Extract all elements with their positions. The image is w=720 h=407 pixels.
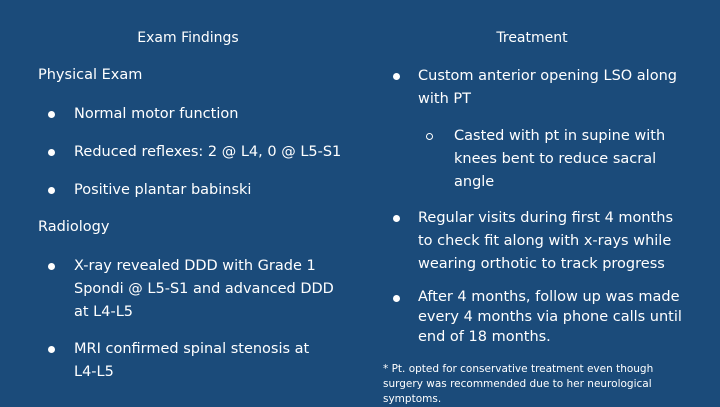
radiology-item: MRI confirmed spinal stenosis at L4-L5 <box>74 341 310 380</box>
physical-exam-item: Positive plantar babinski <box>74 182 252 198</box>
radiology-title: Radiology <box>38 219 110 235</box>
bullet-dot-icon <box>393 295 400 302</box>
physical-exam-title: Physical Exam <box>38 67 143 83</box>
bullet-dot-icon <box>48 187 55 194</box>
treatment-subitem: Casted with pt in supine with knees bent to reduce sacral angle <box>454 128 666 190</box>
treatment-item: After 4 months, follow up was made every 4 months via phone calls until end of 18 months. <box>418 289 682 345</box>
physical-exam-item: Reduced reflexes: 2 @ L4, 0 @ L5-S1 <box>74 144 342 160</box>
bullet-dot-icon <box>393 215 400 222</box>
radiology-item: X-ray revealed DDD with Grade 1 Spondi @ L5-S1 and advanced DDD at L4-L5 <box>74 258 334 320</box>
bullet-dot-icon <box>48 263 55 270</box>
treatment-item: Custom anterior opening LSO along with PT <box>418 68 677 107</box>
bullet-dot-icon <box>48 149 55 156</box>
sub-bullet-circle-icon <box>426 133 433 140</box>
bullet-dot-icon <box>393 73 400 80</box>
treatment-heading: Treatment <box>496 30 568 46</box>
bullet-dot-icon <box>48 111 55 118</box>
bullet-dot-icon <box>48 346 55 353</box>
treatment-item: Regular visits during first 4 months to check fit along with x-rays while wearing orthotic to track progress <box>418 210 674 272</box>
physical-exam-item: Normal motor function <box>74 106 239 122</box>
exam-findings-heading: Exam Findings <box>137 30 239 46</box>
treatment-footnote: * Pt. opted for conservative treatment even though surgery was recommended due to her neurological symptoms. <box>383 363 654 405</box>
